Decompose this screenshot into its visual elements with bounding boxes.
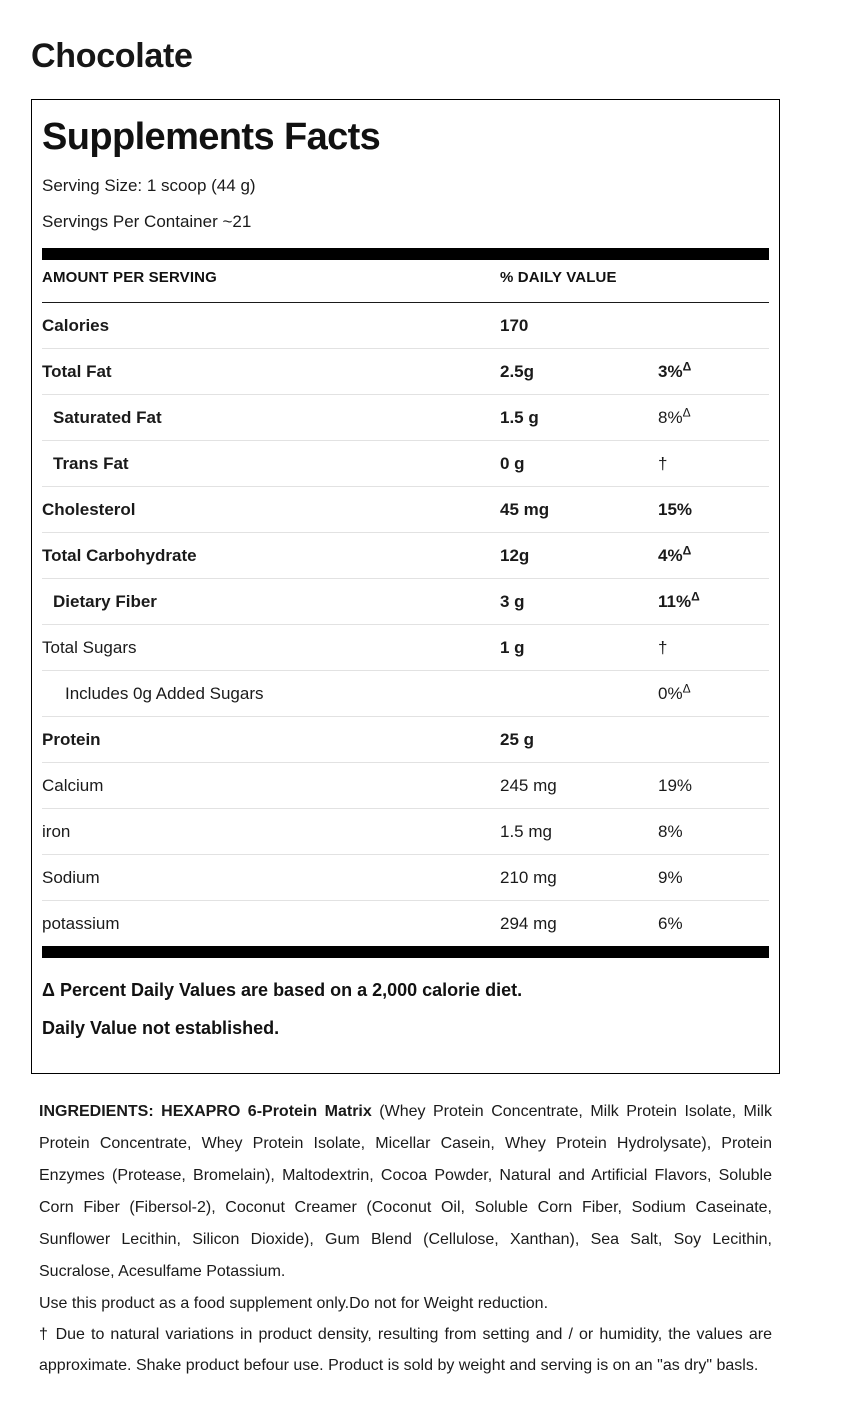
table-row xyxy=(42,763,769,809)
delta-footnote-marker: Δ xyxy=(682,542,692,557)
nutrient-name: Trans Fat xyxy=(42,441,500,487)
nutrient-name: Cholesterol xyxy=(42,487,500,533)
nutrient-name: Total Fat xyxy=(42,349,500,395)
nutrient-daily-value: 0%$^\Delta$ xyxy=(658,671,769,717)
nutrient-amount xyxy=(500,671,658,717)
table-row xyxy=(42,349,769,395)
ingredients-lead-label: INGREDIENTS: HEXAPRO 6-Protein Matrix xyxy=(39,1103,372,1120)
nutrient-amount: 1.5 mg xyxy=(500,809,658,855)
nutrient-amount: 12g xyxy=(500,533,658,579)
footnote-daily-values: Δ Percent Daily Values are based on a 2,000 calorie diet. xyxy=(42,980,523,1001)
supplements-facts-panel xyxy=(31,99,780,1074)
nutrient-name: Total Carbohydrate xyxy=(42,533,500,579)
nutrient-amount: 45 mg xyxy=(500,487,658,533)
table-row xyxy=(42,717,769,763)
delta-footnote-marker: Δ xyxy=(691,588,700,603)
nutrient-name: Calcium xyxy=(42,763,500,809)
nutrient-daily-value: 15% xyxy=(658,487,769,533)
nutrient-name: Calories xyxy=(42,303,500,349)
table-row xyxy=(42,303,769,349)
delta-footnote-marker: Δ xyxy=(682,680,691,695)
serving-size-line: Serving Size: 1 scoop (44 g) xyxy=(42,175,256,195)
top-black-divider-bar xyxy=(42,248,769,260)
header-amount-per-serving: AMOUNT PER SERVING xyxy=(42,260,500,303)
nutrient-daily-value: 9% xyxy=(658,855,769,901)
nutrient-name: Saturated Fat xyxy=(42,395,500,441)
ingredients-paragraph xyxy=(39,1096,772,1288)
bottom-black-divider-bar xyxy=(42,946,769,958)
nutrient-daily-value: 8% xyxy=(658,809,769,855)
nutrient-name: Protein xyxy=(42,717,500,763)
disclaimer-density-note: † Due to natural variations in product density, resulting from setting and / or humidity, the values are approximate. Shake product befour use. Product is sold by weight and serving is on an "as dry" basls. xyxy=(39,1326,772,1374)
nutrient-name: Includes 0g Added Sugars xyxy=(42,671,500,717)
supplements-facts-heading: Supplements Facts xyxy=(42,116,381,158)
ingredients-body-text: (Whey Protein Concentrate, Milk Protein Isolate, Milk Protein Concentrate, Whey Protein Isolate, Micellar Casein, Whey Protein Hydrolysate), Protein Enzymes (Protease, Bromelain), Maltodextrin, Cocoa Powder, Natural and Artificial Flavors, Soluble Corn Fiber (Fibersol-2), Coconut Creamer (Coconut Oil, Soluble Corn Fiber, Sodium Caseinate, Sunflower Lecithin, Silicon Dioxide), Gum Blend (Cellulose, Xanthan), Sea Salt, Soy Lecithin, Sucralose, Acesulfame Potassium. xyxy=(39,1103,772,1280)
table-row xyxy=(42,901,769,947)
table-row xyxy=(42,579,769,625)
nutrient-daily-value xyxy=(658,303,769,349)
nutrient-daily-value xyxy=(658,717,769,763)
table-row xyxy=(42,625,769,671)
nutrient-amount: 25 g xyxy=(500,717,658,763)
footnote-not-established: Daily Value not established. xyxy=(42,1017,280,1038)
table-row xyxy=(42,671,769,717)
panel-header-section xyxy=(32,116,779,958)
table-row xyxy=(42,487,769,533)
nutrient-daily-value: 8%$^\Delta$ xyxy=(658,395,769,441)
nutrient-daily-value: † xyxy=(658,625,769,671)
nutrient-daily-value: 3%$^\Delta$ xyxy=(658,349,769,395)
nutrient-daily-value: 19% xyxy=(658,763,769,809)
nutrient-name: Sodium xyxy=(42,855,500,901)
nutrient-name: Total Sugars xyxy=(42,625,500,671)
disclaimer-block xyxy=(39,1288,772,1381)
nutrient-amount: 3 g xyxy=(500,579,658,625)
nutrient-daily-value: 4%$^\Delta$ xyxy=(658,533,769,579)
delta-footnote-marker: Δ xyxy=(682,404,691,419)
disclaimer-usage-text: Use this product as a food supplement only.Do not for Weight reduction. xyxy=(39,1295,549,1312)
delta-footnote-marker: Δ xyxy=(682,358,692,373)
nutrient-amount: 1.5 g xyxy=(500,395,658,441)
nutrient-daily-value: † xyxy=(658,441,769,487)
nutrient-amount: 2.5g xyxy=(500,349,658,395)
table-header-row xyxy=(42,260,769,303)
table-row xyxy=(42,809,769,855)
nutrient-name: iron xyxy=(42,809,500,855)
nutrient-amount: 245 mg xyxy=(500,763,658,809)
nutrient-name: potassium xyxy=(42,913,120,933)
nutrient-amount: 0 g xyxy=(500,441,658,487)
panel-footnotes xyxy=(32,980,779,1039)
nutrient-daily-value: 11%$^\Delta$ xyxy=(658,579,769,625)
header-daily-value: % DAILY VALUE xyxy=(500,260,658,303)
nutrient-amount: 210 mg xyxy=(500,855,658,901)
nutrient-amount: 294 mg xyxy=(500,913,557,933)
header-spacer xyxy=(658,260,769,303)
nutrition-facts-body xyxy=(42,303,769,947)
table-row xyxy=(42,855,769,901)
nutrient-amount: 170 xyxy=(500,303,658,349)
table-row xyxy=(42,441,769,487)
table-row xyxy=(42,533,769,579)
nutrient-name: Dietary Fiber xyxy=(42,579,500,625)
table-row xyxy=(42,395,769,441)
nutrient-amount: 1 g xyxy=(500,625,658,671)
product-flavor-title: Chocolate xyxy=(31,37,193,75)
servings-per-container-line: Servings Per Container ~21 xyxy=(42,212,252,232)
nutrient-daily-value: 6% xyxy=(658,913,683,933)
nutrition-facts-table xyxy=(42,260,769,946)
